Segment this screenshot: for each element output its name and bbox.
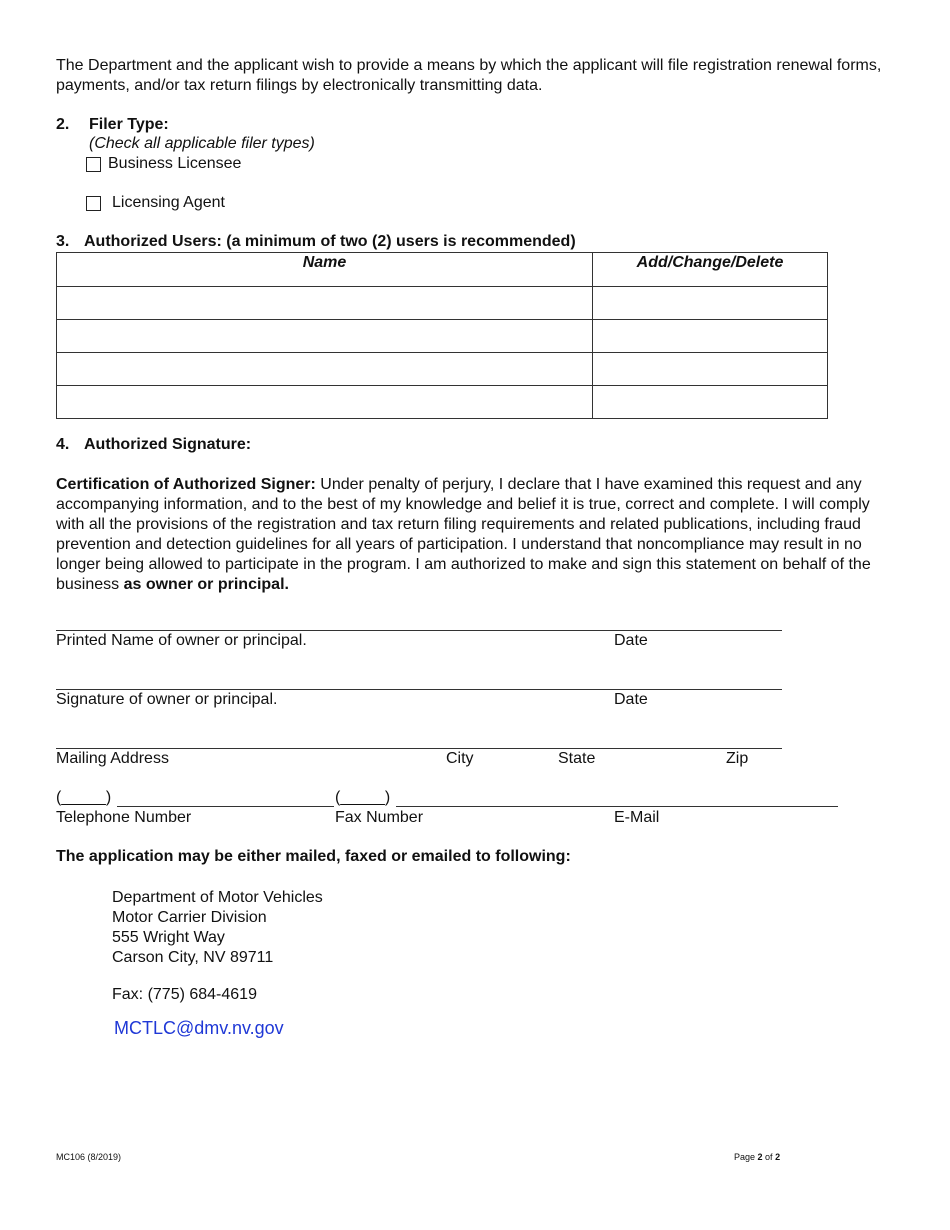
telephone-label: Telephone Number (56, 809, 192, 826)
authorized-users-table (56, 252, 828, 419)
page-current: 2 (757, 1152, 763, 1162)
business-licensee-label: Business Licensee (108, 155, 242, 172)
user-action-cell[interactable] (593, 320, 828, 353)
signature-line[interactable] (56, 689, 782, 690)
fax-number: Fax: (775) 684-4619 (112, 986, 257, 1003)
user-name-cell[interactable] (57, 287, 593, 320)
table-header-row (57, 253, 828, 287)
authorized-signature-heading: Authorized Signature: (84, 436, 252, 453)
mailing-address-block (112, 888, 323, 968)
certification-body: Under penalty of perjury, I declare that I have examined this request and any accompanying information, and to the best of my knowledge and belief it is true, correct and complete. I will comply with all the provisions of the registration and tax return filing requirements and related publications, including fraud prevention and detection guidelines for all years of participation. I understand that noncompliance may result in no longer being allowed to participate in the program. I am authorized to make and sign this statement on behalf of the business (56, 476, 871, 593)
table-row (57, 320, 828, 353)
signature-date-label: Date (614, 691, 648, 708)
table-row (57, 353, 828, 386)
city-label: City (446, 750, 474, 767)
business-licensee-checkbox[interactable] (86, 157, 101, 172)
intro-paragraph: The Department and the applicant wish to provide a means by which the applicant will file registration renewal forms, payments, and/or tax return filings by electronically transmitting data. (56, 57, 882, 94)
add-change-delete-column-header: Add/Change/Delete (593, 253, 828, 287)
page-total: 2 (775, 1152, 781, 1162)
user-name-cell[interactable] (57, 320, 593, 353)
filer-type-heading: Filer Type: (89, 116, 169, 133)
email-link[interactable]: MCTLC@dmv.nv.gov (114, 1018, 284, 1038)
mailing-address-label: Mailing Address (56, 750, 169, 767)
form-id: MC106 (8/2019) (56, 1152, 122, 1162)
zip-label: Zip (726, 750, 749, 767)
address-line: Motor Carrier Division (112, 909, 267, 926)
section-3-number: 3. (56, 233, 70, 250)
email-label: E-Mail (614, 809, 660, 826)
table-row (57, 287, 828, 320)
user-action-cell[interactable] (593, 353, 828, 386)
user-action-cell[interactable] (593, 287, 828, 320)
certification-emphasis: as owner or principal. (123, 576, 289, 593)
authorized-users-heading: Authorized Users: (a minimum of two (2) users is recommended) (84, 233, 576, 250)
signature-label: Signature of owner or principal. (56, 691, 278, 708)
mailing-address-line[interactable] (56, 748, 782, 749)
printed-name-label: Printed Name of owner or principal. (56, 632, 307, 649)
printed-name-line[interactable] (56, 630, 782, 631)
licensing-agent-checkbox[interactable] (86, 196, 101, 211)
section-4-number: 4. (56, 436, 70, 453)
name-column-header: Name (57, 253, 593, 287)
telephone-line[interactable] (117, 806, 334, 807)
section-2-number: 2. (56, 116, 70, 133)
address-line: Carson City, NV 89711 (112, 949, 274, 966)
telephone-area-code: (_____) (56, 789, 112, 806)
filer-type-instructions: (Check all applicable filer types) (89, 135, 315, 152)
certification-paragraph (56, 475, 896, 595)
page-prefix: Page (734, 1152, 758, 1162)
certification-label: Certification of Authorized Signer: (56, 476, 316, 493)
page-of: of (762, 1152, 776, 1162)
address-line: 555 Wright Way (112, 929, 225, 946)
user-name-cell[interactable] (57, 353, 593, 386)
fax-area-code: (_____) (335, 789, 391, 806)
fax-email-line[interactable] (396, 806, 838, 807)
address-line: Department of Motor Vehicles (112, 889, 323, 906)
user-action-cell[interactable] (593, 386, 828, 419)
fax-label: Fax Number (335, 809, 424, 826)
licensing-agent-label: Licensing Agent (112, 194, 225, 211)
user-name-cell[interactable] (57, 386, 593, 419)
page-number (734, 1152, 780, 1162)
table-row (57, 386, 828, 419)
mailing-heading: The application may be either mailed, faxed or emailed to following: (56, 848, 571, 865)
printed-name-date-label: Date (614, 632, 648, 649)
state-label: State (558, 750, 596, 767)
